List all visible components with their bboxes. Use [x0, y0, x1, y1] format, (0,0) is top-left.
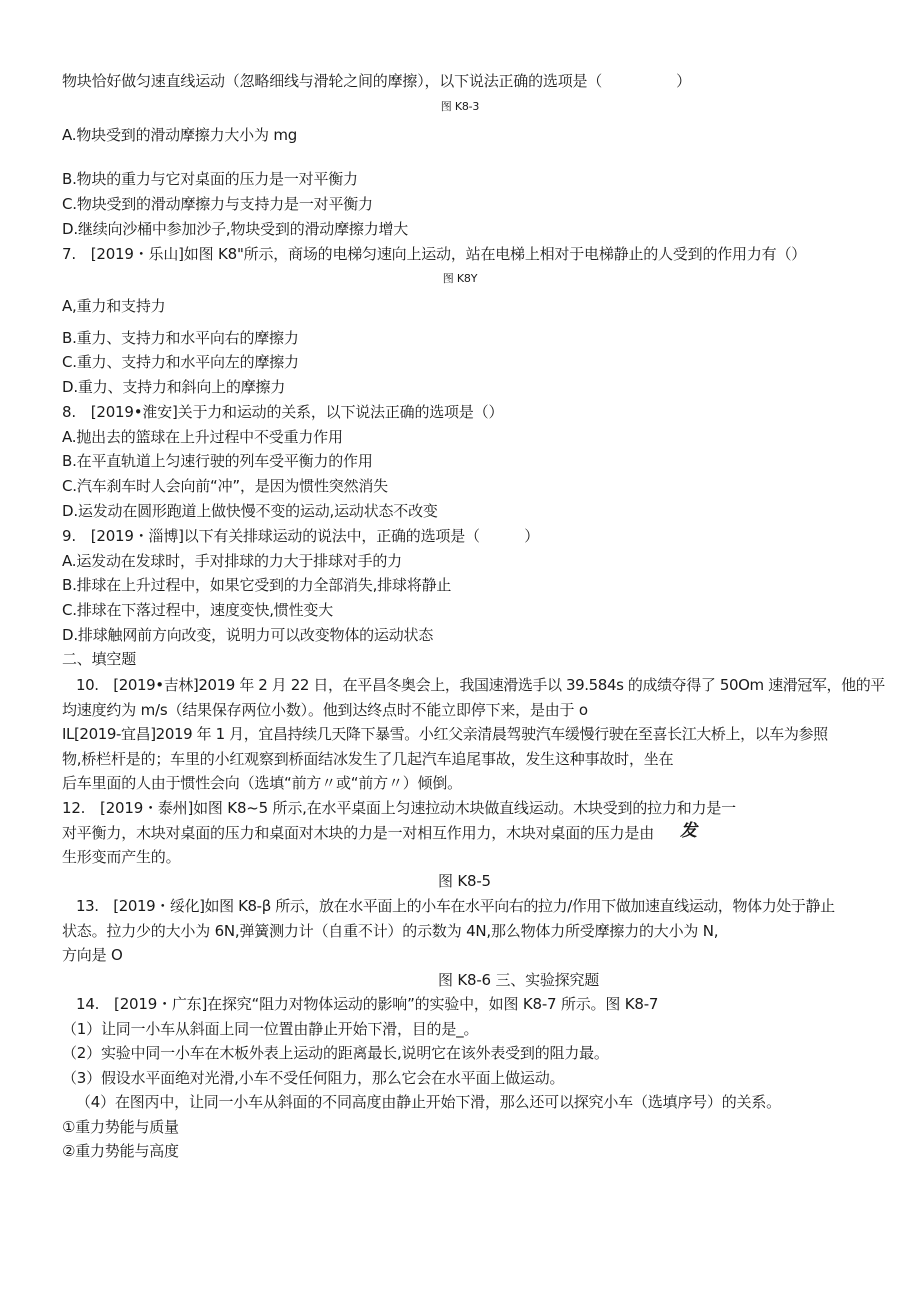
figure-caption-k8-5: 图 K8-5 — [438, 872, 491, 890]
question-14-option-1: ①重力势能与质量 — [62, 1118, 179, 1136]
option-8c: C.汽车刹车时人会向前“冲”，是因为惯性突然消失 — [62, 477, 388, 495]
option-8a: A.抛出去的篮球在上升过程中不受重力作用 — [62, 428, 343, 446]
question-14-stem: 14. [2019・广东]在探究“阻力对物体运动的影响”的实验中，如图 K8-7 所示。图 K8-7 — [76, 995, 659, 1013]
option-7b: B.重力、支持力和水平向右的摩擦力 — [62, 329, 299, 347]
figure-caption-k8-4: 图 K8Y — [442, 272, 478, 285]
question-14-part-3: （3）假设水平面绝对光滑,小车不受任何阻力，那么它会在水平面上做运动。 — [62, 1069, 565, 1087]
option-6d: D.继续向沙桶中参加沙子,物块受到的滑动摩擦力增大 — [62, 220, 409, 238]
option-6a: A.物块受到的滑动摩擦力大小为 mg — [62, 126, 298, 144]
question-14-option-2: ②重力势能与高度 — [62, 1142, 179, 1160]
question-9-stem: 9. [2019・淄博]以下有关排球运动的说法中，正确的选项是（ ） — [62, 527, 539, 545]
question-12-line-1: 12. [2019・泰州]如图 K8~5 所示,在水平桌面上匀速拉动木块做直线运动。木块受到的拉力和力是一 — [62, 799, 736, 817]
option-7d: D.重力、支持力和斜向上的摩擦力 — [62, 378, 286, 396]
question-12-line-3: 生形变而产生的。 — [62, 848, 181, 866]
question-10-line-2: 均速度约为 m/s（结果保存两位小数）。他到达终点时不能立即停下来，是由于 o — [62, 701, 588, 719]
question-11-line-3: 后车里面的人由于惯性会向（选填“前方〃或“前方〃）倾倒。 — [62, 774, 462, 792]
question-12-line-2: 对平衡力，木块对桌面的压力和桌面对木块的力是一对相互作用力，木块对桌面的压力是由 — [62, 824, 655, 842]
option-9d: D.排球触网前方向改变，说明力可以改变物体的运动状态 — [62, 626, 434, 644]
option-6c: C.物块受到的滑动摩擦力与支持力是一对平衡力 — [62, 195, 373, 213]
question-8-stem: 8. [2019•淮安]关于力和运动的关系，以下说法正确的选项是（） — [62, 403, 504, 421]
question-14-part-4: （4）在图丙中，让同一小车从斜面的不同高度由静止开始下滑，那么还可以探究小车（选填序号）的关系。 — [76, 1093, 781, 1111]
question-14-part-2: （2）实验中同一小车在木板外表上运动的距离最长,说明它在该外表受到的阻力最。 — [62, 1044, 609, 1062]
question-10-line-1: 10. [2019•吉林]2019 年 2 月 22 日，在平昌冬奥会上，我国速滑选手以 39.584s 的成绩夺得了 50Om 速滑冠军，他的平 — [76, 676, 885, 694]
question-13-line-1: 13. [2019・绥化]如图 K8-β 所示，放在水平面上的小车在水平向右的拉力/作用下做加速直线运动，物体力处于静止 — [76, 897, 835, 915]
figure-caption-k8-3: 图 K8-3 — [440, 100, 480, 113]
option-7c: C.重力、支持力和水平向左的摩擦力 — [62, 353, 299, 371]
option-8b: B.在平直轨道上匀速行驶的列车受平衡力的作用 — [62, 452, 373, 470]
option-8d: D.运发动在圆形跑道上做快慢不变的运动,运动状态不改变 — [62, 502, 438, 520]
figure-caption-k8-6-and-section-heading: 图 K8-6 三、实验探究题 — [438, 971, 600, 989]
question-14-part-1: （1）让同一小车从斜面上同一位置由静止开始下滑，目的是_。 — [62, 1020, 479, 1038]
section-heading-fill-blank: 二、填空题 — [62, 650, 137, 668]
question-13-line-2: 状态。拉力少的大小为 6N,弹簧测力计（自重不计）的示数为 4N,那么物体力所受摩擦力的大小为 N, — [62, 922, 719, 940]
option-9c: C.排球在下落过程中，速度变快,惯性变大 — [62, 601, 334, 619]
question-13-line-3: 方向是 O — [62, 946, 123, 964]
option-9b: B.排球在上升过程中，如果它受到的力全部消失,排球将静止 — [62, 576, 452, 594]
question-11-line-2: 物,桥栏杆是的；车里的小红观察到桥面结冰发生了几起汽车追尾事故，发生这种事故时，坐在 — [62, 750, 674, 768]
question-11-line-1: IL[2019-宜昌]2019 年 1 月，宜昌持续几天降下暴雪。小红父亲清晨驾驶汽车缓慢行驶在至喜长江大桥上，以车为参照 — [62, 725, 828, 743]
option-6b: B.物块的重力与它对桌面的压力是一对平衡力 — [62, 170, 358, 188]
option-7a: A,重力和支持力 — [62, 297, 166, 315]
option-9a: A.运发动在发球时，手对排球的力大于排球对手的力 — [62, 552, 402, 570]
question-6-stem-tail: 物块恰好做匀速直线运动（忽略细线与滑轮之间的摩擦），以下说法正确的选项是（ ） — [62, 72, 691, 90]
question-12-emphasis: 发 — [680, 821, 697, 841]
question-7-stem: 7. [2019・乐山]如图 K8"所示，商场的电梯匀速向上运动，站在电梯上相对于电梯静止的人受到的作用力有（） — [62, 245, 807, 263]
